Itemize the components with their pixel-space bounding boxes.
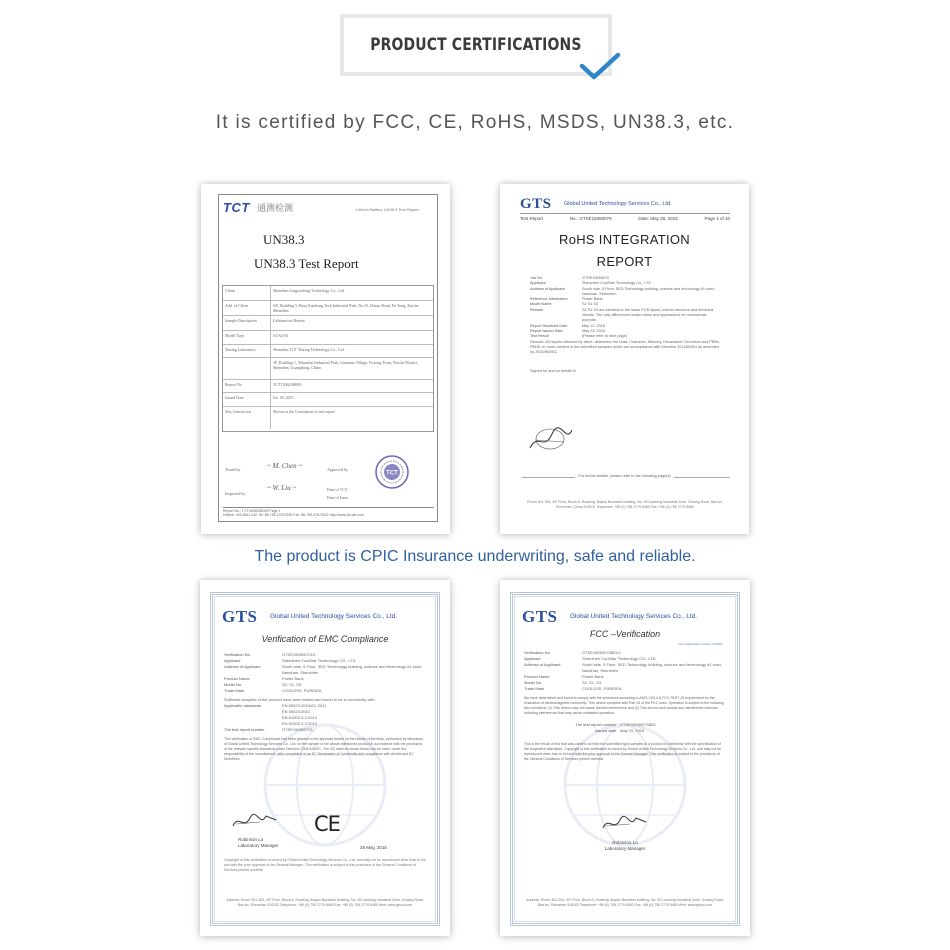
- verification-body-text: This is the result of test that was carried out from the submitted type-samples of a product in conformity with the specification of the respective standards. Copyright of this verification is owned by Global United Technology Services Co., Ltd. and may not be reproduced other than in full and with the prior approval of the General Manager. This verification is subject to the provisions of the General Conditions of Services printed overleaf.: [524, 742, 722, 761]
- signer-title: Laboratory Manager: [238, 843, 279, 848]
- date-of-test-label: Date of TCT: [327, 487, 348, 492]
- remark-row: Remark: All reports selected by client, determine the Lead, Cadmium, Mercury, Hexavalent Chromium and PBBs, PBDE on more content in the submitted samples which are incompliance with Directive 2011/65/EU as amended by 2015/863/EC.: [530, 339, 720, 355]
- table-row: Report No. TCT150623B009: [223, 380, 433, 393]
- tct-seal-icon: [374, 454, 410, 490]
- date-of-issue-label: Date of Issue: [327, 495, 349, 500]
- certificate-title: FCC –Verification: [589, 629, 661, 639]
- inspected-by-label: Inspected by: [225, 491, 246, 496]
- doc-footer: Room 301-304, 3/F Floor, Block A, Huafeng Jinqiao Business building, No. 90 Laodong Industrial Zone, Xixiang Road, Bao'an, Shenzhen, China 518102 Telephone: +86 (0) 755 2779 8480 Fax: +86 (0) 755 2779 8480: [527, 500, 723, 509]
- field-row: Address of Applicant South side, 5 Floor, SED Technology building, science and technology #1 road, Nanshan, Shenzhen: [224, 664, 422, 675]
- tester-signature: ~ M. Chen ~: [267, 462, 303, 470]
- gts-logo: GTS: [222, 607, 258, 626]
- company-name: Global United Technology Services Co., Ltd.: [564, 201, 672, 207]
- test-report-number-row: The test report number GTSE150500758D1: [575, 722, 657, 727]
- approved-by-label: Approved by: [327, 467, 348, 472]
- sign-date: 29 May, 2015: [360, 845, 387, 850]
- verification-body-text: This verification of EMC Compliance has been granted to the applicant based on the results of the tests, performed by laboratory of Global United Technology Services Co., Ltd. on the sample of the above-mentioned product in accordance with the provisions of the relevant specific standards under Directive 2004/108/EC. The CE mark as shown below can be used, under the responsibility of the manufacturer, after completion of an EC Declaration of Conformity and compliance with all relevant EC Directives.: [224, 737, 424, 761]
- subtitle: It is certified by FCC, CE, RoHS, MSDS, UN38.3, etc.: [215, 112, 735, 133]
- test-report-number-row: The test report number GTSE150500701: [224, 727, 313, 732]
- sufficient-samples-text: Sufficient samples of the product have been tested and found to be in conformity with: [224, 697, 375, 702]
- field-row: Product Name Power Bank: [224, 676, 304, 681]
- copyright-text: Copyright of this verification is owned by Global United Technology Services Co., Ltd. and may not be reproduced other than in full and with the prior approval of the General Manager. This verification is subject to the provisions of the General Conditions of Services printed overleaf.: [224, 858, 426, 872]
- fcc-registration: FCC registration number: 600491: [678, 642, 723, 646]
- doc-subtitle: UN38.3 Test Report: [254, 256, 359, 271]
- tct-logo-cn: 通测检测: [257, 203, 294, 213]
- signer-block: [500, 840, 750, 852]
- table-row: Test Conclusion Shown in the Conclusion of test report: [223, 407, 433, 429]
- signature-icon: [600, 812, 650, 834]
- tested-by-label: Tested by: [225, 467, 241, 472]
- seal-text: TCT: [386, 470, 398, 477]
- table-row: 1F, Building 1, Yihuanlai Industrial Park, Guantian Village, Fuyong Town, Bao'an District, Shenzhen, Guangdong, China: [223, 358, 433, 380]
- tct-logo: TCT: [223, 200, 250, 215]
- signer-name: Robinson Lo: [238, 837, 264, 842]
- certificate-fields: [524, 650, 724, 762]
- signature-icon: [230, 810, 280, 832]
- page-title: PRODUCT CERTIFICATIONS: [370, 35, 582, 55]
- field-row: Applicant Shenzhen CoolStar Technology CO., LTD: [524, 656, 656, 661]
- table-row: Model Type S1/S2/S3: [223, 331, 433, 345]
- field-row: Model Name S2 S1 S3: [530, 302, 599, 307]
- field-row: Address of Applicant South side, 5 Floor, SED Technology building, science and technology #1 road, Nanshan, Shenzhen: [530, 286, 715, 296]
- doc-footer: Address: Room 301-304, 3/F Floor, Block A, Huafeng Jinqiao Business building, No. 90 Laodong Industrial Zone, Xixiang Road, Bao'an, Shenzhen 518102 Telephone: +86 (0) 755 2779 8480 Fax: +86 (0) 755 2779 8480 Web: www.gtsca.com: [526, 898, 724, 907]
- un38-3-test-report-image: [201, 184, 450, 534]
- signer-block: [238, 837, 279, 849]
- gts-logo: GTS: [522, 607, 558, 626]
- field-row: Verification No. GTSE150500758D1V: [524, 650, 621, 655]
- signer-name: Robinson Lo: [612, 840, 638, 845]
- company-name: Global United Technology Services Co., Ltd.: [570, 613, 698, 620]
- table-row: Sample Description Lithium-ion Battery: [223, 316, 433, 331]
- report-ref-line: Test Report No.: GTSE15050070 Date: May 29, 2015 Page 1 of 10: [520, 216, 730, 221]
- table-row: Client Shenzhen Lingyaofeng Technology Co., Ltd.: [223, 286, 433, 301]
- doc-footer: Report No.: TCT150623B009 Page 1 Hotline: 400-6611-140 Tel: 86-755-27673339 Fax: 86-755-27673332 http://www.tct-lab.com: [223, 507, 434, 517]
- field-row: Address of Applicant South side, 5 Floor, SED Technology building, science and technology #1 road, Nanshan, Shenzhen: [524, 662, 722, 673]
- field-row: Verification No. GTSE150500701V: [224, 652, 316, 657]
- gts-logo: GTS: [520, 196, 552, 212]
- rohs-report-image: [500, 184, 749, 534]
- divider: [520, 213, 730, 214]
- field-row: Applicant Shenzhen CoolStar Technology CO., LTD: [224, 658, 356, 663]
- emc-verification-image: [200, 580, 450, 936]
- checkmark-icon: [578, 52, 622, 82]
- compliance-text: We have determined and found to comply with the provisions according to ANSI C63.4 & FCC PART 15 requirement for the evaluation of electromagnetic conformity. This device complies with Part 15 of the FCC rules. Operation is subject to the following two conditions: (1) This device may not cause harmful interference and (2) This device must accept any interference received, including interference that may cause undesired operation.: [524, 696, 724, 715]
- further-details-note: For further details, please refer to the following page(s): [500, 474, 749, 478]
- field-row: Remark S2 S1 S3 are identical in the same PCB layout, interior structure and electrical circuits. The only differences model name and appearance for commercial purpose.: [530, 307, 714, 323]
- doc-title-2: REPORT: [596, 254, 653, 269]
- header-ref: Lithium Battery UN38.3 Test Report: [356, 207, 419, 212]
- fcc-verification-image: [500, 580, 750, 936]
- insurance-caption: The product is CPIC Insurance underwriting, safe and reliable.: [254, 548, 696, 565]
- ce-mark-icon: CE: [314, 812, 340, 836]
- field-row: Model No. S2, S1, S3: [224, 682, 302, 687]
- field-row: Trade Mark COOLDSS, PURIDEA: [524, 686, 622, 691]
- certificate-title: Verification of EMC Compliance: [261, 634, 389, 644]
- standards-row: Applicable standards EN 55022:2010/AC:2011 EN 55024:2010 EN 61000-3-2:2014 EN 61000-3-3:2013: [224, 703, 327, 726]
- doc-title: RoHS INTEGRATION: [559, 232, 690, 247]
- company-name: Global United Technology Services Co., Ltd.: [270, 613, 398, 620]
- signer-title: Laboratory Manager: [604, 846, 646, 851]
- field-row: Trade Mark COOLDSS, PURIDEA: [224, 688, 322, 693]
- info-table: [222, 285, 434, 432]
- doc-footer: Address: Room 301-304, 3/F Floor, Block A, Huafeng Jinqiao Business building, No. 90 Laodong Industrial Zone, Xixiang Road, Bao'an, Shenzhen 518102 Telephone: +86 (0) 755 2779 8480 Fax: +86 (0) 755 2779 8480 Web: www.gtsca.com: [226, 898, 424, 907]
- doc-title: UN38.3: [263, 232, 305, 247]
- certificate-fields: [224, 652, 424, 762]
- title-badge: [340, 14, 612, 76]
- field-row: Product Name Power Bank: [524, 674, 604, 679]
- report-fields: [530, 276, 722, 375]
- field-row: Job No. GTSE15050070: [530, 276, 610, 280]
- signature-icon: [526, 422, 576, 456]
- field-row: Test Result (Please refer to next page): [530, 334, 627, 339]
- field-row: Report Issued Date May 29, 2015: [530, 328, 606, 333]
- field-row: Model No. S2, S1, S3: [524, 680, 602, 685]
- table-row: Add. of Client 6/F, Building 5, Baiq Xiaoheng Tech Industrial Park, No.53 Zhizao Road, Fu Yong, Bao'an, Shenzhen: [223, 301, 433, 316]
- table-row: Testing Laboratory Shenzhen TCT Testing Technology Co., Ltd.: [223, 345, 433, 358]
- field-row: Applicant Shenzhen CoolStar Technology Co., LTD: [530, 281, 652, 286]
- field-row: Reference Information Power Bank: [530, 297, 603, 302]
- field-row: Report Received Date May 12, 2015: [530, 323, 606, 328]
- issued-date-row: Issued date May 29, 2015: [595, 728, 645, 733]
- inspector-signature: ~ W. Liu ~: [267, 484, 297, 492]
- signed-for-label: Signed for and on behalf of: [530, 369, 576, 374]
- table-row: Issued Date Jul. 29, 2015: [223, 393, 433, 407]
